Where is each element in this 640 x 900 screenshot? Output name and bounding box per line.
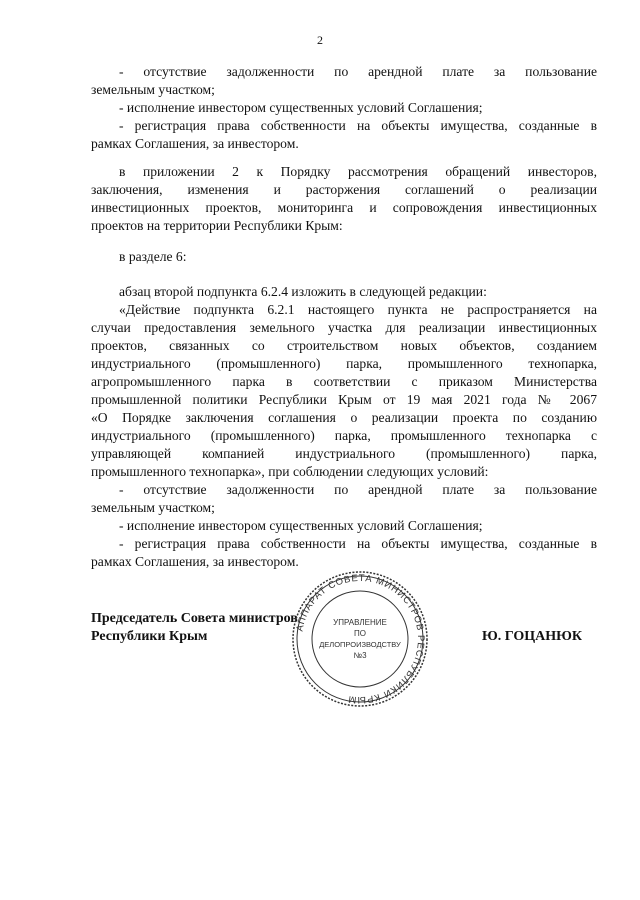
text-line: в разделе 6: <box>119 249 187 264</box>
text-line: индустриального (промышленного) парка, промышленного технопарка, <box>91 356 597 371</box>
stamp-line2: ПО <box>354 629 366 638</box>
svg-text:АППАРАТ СОВЕТА МИНИСТРОВ РЕСПУ <box>294 573 426 705</box>
text-line: промышленного технопарка», при соблюдении следующих условий: <box>91 464 489 479</box>
stamp-line3: ДЕЛОПРОИЗВОДСТВУ <box>319 640 401 649</box>
text-line: случаи предоставления земельного участка для реализации инвестиционных <box>91 320 597 335</box>
text-line: земельным участком; <box>91 500 215 515</box>
text-line: рамках Соглашения, за инвестором. <box>91 136 299 151</box>
stamp-outer-text: АППАРАТ СОВЕТА МИНИСТРОВ РЕСПУБЛИКИ КРЫМ <box>294 572 427 706</box>
text-line: промышленной политики Республики Крым от 19 мая 2021 года № 2067 <box>91 392 597 407</box>
text-line: - исполнение инвестором существенных условий Соглашения; <box>119 518 483 533</box>
text-line: индустриального (промышленного) парка, промышленного технопарка с <box>91 428 597 443</box>
signatory-name: Ю. ГОЦАНЮК <box>482 629 583 644</box>
text-line: заключения, изменения и расторжения соглашений о реализации <box>91 182 597 197</box>
text-line: инвестиционных проектов, мониторинга и сопровождения инвестиционных <box>91 200 597 215</box>
official-stamp <box>290 569 430 709</box>
text-line: - исполнение инвестором существенных условий Соглашения; <box>119 100 483 115</box>
text-line: рамках Соглашения, за инвестором. <box>91 554 299 569</box>
signatory-title-line2: Республики Крым <box>91 629 208 644</box>
stamp-line1: УПРАВЛЕНИЕ <box>333 618 387 627</box>
stamp-line4: №3 <box>353 651 367 660</box>
text-line: «Действие подпункта 6.2.1 настоящего пункта не распространяется на <box>119 302 597 317</box>
page-number: 2 <box>317 33 323 47</box>
text-line: - отсутствие задолженности по арендной плате за пользование <box>119 64 597 79</box>
text-line: в приложении 2 к Порядку рассмотрения обращений инвесторов, <box>119 164 597 179</box>
text-line: «О Порядке заключения соглашения о реализации проекта по созданию <box>91 410 597 425</box>
text-line: абзац второй подпункта 6.2.4 изложить в следующей редакции: <box>119 284 487 299</box>
text-line: земельным участком; <box>91 82 215 97</box>
text-line: - регистрация права собственности на объекты имущества, созданные в <box>119 536 597 551</box>
text-line: - отсутствие задолженности по арендной плате за пользование <box>119 482 597 497</box>
text-line: управляющей компанией индустриального (промышленного) парка, <box>91 446 597 461</box>
text-line: проектов на территории Республики Крым: <box>91 218 343 233</box>
text-line: агропромышленного парка в соответствии с приказом Министерства <box>91 374 597 389</box>
signatory-title-line1: Председатель Совета министров <box>91 611 298 626</box>
text-line: проектов, связанных со строительством новых объектов, созданием <box>91 338 597 353</box>
text-line: - регистрация права собственности на объекты имущества, созданные в <box>119 118 597 133</box>
